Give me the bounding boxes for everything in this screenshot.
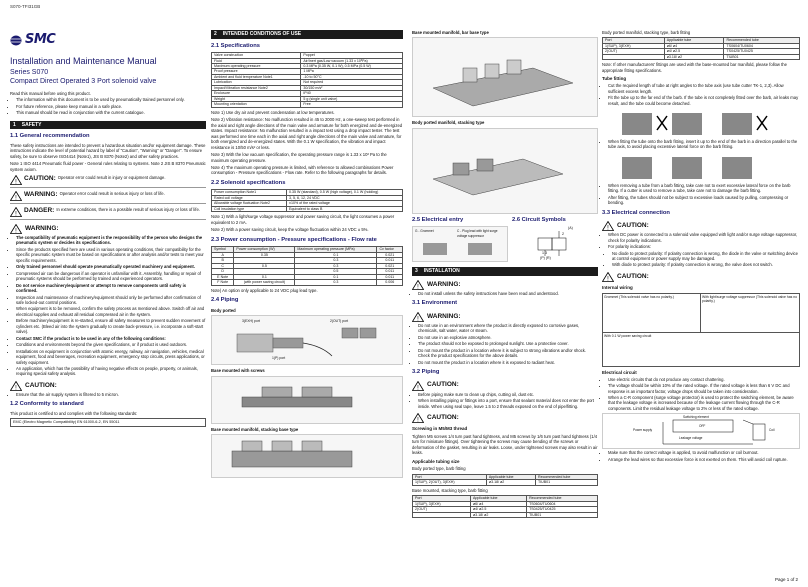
table-cell: Equivalent to class B [286,206,402,211]
table-cell: Free [301,102,403,107]
svg-text:!: ! [417,385,419,391]
caution-icon [602,221,614,231]
table-cell: Rated coil voltage [212,195,287,200]
conformity-standard: EMC (Electro Magnetic Compatibility) EN 61000-6-2, EN 55011 [10,418,206,427]
tube-fit-figure [602,108,800,138]
solenoid-note: Note 2) With a power saving circuit, keep the voltage fluctuation within 24 VDC ± 5%. [211,227,369,233]
table-cell: 0.3 [295,280,377,285]
table-cell: 0.35 W (standard), 0.5 W (high voltage), 0.1 W (holding) [286,190,402,195]
stacking-manifold-icon [413,129,599,215]
list-item: • No diode to protect polarity: If polarity connection is wrong, the diode in the valve or switching device at control equipment or power supply may be damaged. [612,251,800,262]
leakage-circuit-figure: Switching element OFF Power supply Leakage voltage Coil [602,413,800,449]
circuit-symbol-icon [512,226,598,262]
section-2-1-title: 2.1 Specifications [211,42,260,49]
list-item: • Cut the required length of tube at right angles to the tube axis (use tube cutter TK-1, 2,3). Allow sufficient excess length. [608,83,800,94]
column-1 [10,20,206,427]
section-1-2-title: 1.2 Conformity to standard [10,401,84,408]
danger-level-row: ! DANGER: In extreme conditions, there is a possible result of serious injury or loss of life. [10,207,206,220]
table-cell: ±10% of the rated voltage [286,201,402,206]
caution-heading: ! CAUTION: [412,413,598,423]
table-cell: D [212,269,234,274]
table-cell: Weight [212,96,301,101]
warning-heading: ! WARNING: [10,224,206,234]
globe-logo-icon [10,35,22,46]
table-cell: Air/Inert gas/Low vacuum (1.33 x 10³Pa) [301,58,403,63]
table-cell: 0.5 [295,269,377,274]
section-3-1-title: 3.1 Environment [412,300,458,307]
section-2-4-title: 2.4 Piping [211,297,239,304]
electrical-circuit-title: Electrical circuit [602,369,637,375]
table-cell: 0.3 MPa (0.35 W, 0.1 W), 0.5 MPa (0.5 W) [301,64,403,69]
table-cell: 0.3 [295,258,377,263]
solenoid-note: Note 1) With a light/surge voltage suppressor and power saving circuit, the light consumes a power equivalent to 2 mA. [211,214,395,225]
table-cell: Fluid [212,58,301,63]
section-2-bar: 2 INTENDED CONDITIONS OF USE [211,30,403,39]
product-subtitle: Compact Direct Operated 3 Port solenoid valve [10,77,157,85]
manifold-tubing-table: Port Applicable tube Recommended tube 1(SUP), 3(EXH) ø6/ ø4 TS0604/TU0604 2(OUT) ø4/ ø2.5 TS0425/TU0425 ø3.18/ ø2 TIUB01 [602,37,800,60]
warning-icon [412,280,424,290]
list-item: • Fit the tube up to the far end of the barb. If the tube is not completely fitted over the barb, air leaks may result, and the tube could become detached. [608,95,800,106]
wiring-light: With light/surge voltage suppressor (This solenoid valve has no polarity.) [702,294,797,304]
table-cell: 0.011 [377,258,403,263]
section-2-2-title: 2.2 Solenoid specifications [211,179,286,186]
internal-wiring-title: Internal wiring [602,284,633,290]
caution-heading: ! CAUTION: [602,272,800,282]
list-item: • For future reference, please keep manual in a safe place. [16,104,206,109]
screw-title: Screwing in M5/M3 thread [412,425,468,431]
section-3-3-title: 3.3 Electrical connection [602,209,670,216]
list-item: • The product should not be exposed to prolonged sunlight. Use a protective cover. [418,341,598,346]
solenoid-row [212,206,403,211]
spec-note: Note 1) Use dry air and prevent condensation at low temperatures. [211,109,335,115]
bar-base-manifold-figure [412,37,598,117]
list-item: • When a C-R component (surge voltage protector) is used to protect the switching element, be aware that the leakage voltage is increased because of the leakage current flowing through the C-R components. Limit the residual leakage voltage to 2% or less of the rated voltage. [608,395,800,411]
table-cell: 1 MPa [301,69,403,74]
svg-text:!: ! [417,284,419,290]
figure-caption: Body ported [211,307,236,313]
list-item: • Make sure that the correct voltage is applied, to avoid malfunction or coil burnout. [608,450,800,455]
list-item: • After fitting, the tubes should not be subject to excessive loads caused by pulling, compressing or bending. [608,195,800,206]
table-cell: 0.1 [295,274,377,279]
warning-icon [10,224,22,234]
table-cell: Valve construction [212,53,301,58]
wiring-grommet: Grommet (This solenoid valve has no polarity.) [603,294,701,332]
table-cell: Lubrication [212,80,301,85]
specifications-table [211,52,403,108]
table-cell: 0.1 [295,252,377,257]
list-item: • Conditions and environments beyond the given specifications, or if product is used outdoors. [16,342,206,347]
spec-note: Note 2) Vibration resistance: No malfunction resulted in 45 to 2000 Hz, a one-sweep test performed in the axial and right angle directions of the main valve and armature for both energized and de-energized states. Impact resistance: No malfunction resulted in a impact test using a drop impact tester. The test was performed one time each in the axial and right angle directions of the main valve and armature, for both energized and de-energized states. With the 0.1 W specification, the vibration and impact resistance is 10/50 m/s² or less. [211,117,403,150]
warning-heading: ! WARNING: [412,280,598,290]
section-1-1-body: These safety instructions are intended to prevent a hazardous situation and/or equipment damage. These instructions indicate the level of potential hazard by label of "Caution", "Warning" or "Danger". To ensure safety, be sure to observe ISO4414 (Note1), JIS B 8370 (Note2) and other safety practices. [10,142,206,159]
body-ported-figure: 3(EXH) port 2(OUT) port 1(P) port [211,315,403,365]
section-2-3-title: 2.3 Power consumption - Pressure specifications - Flow rate [211,236,377,243]
base-drawing-icon [212,377,402,425]
section-2-5-title: 2.5 Electrical entry [412,216,464,223]
fitting-note: Note: If other manufacturers' fittings are used with the base-mounted bar manifold, please follow the appropriate fitting specifications. [602,62,787,73]
table-cell: 0.3 [295,263,377,268]
column-2 [211,30,403,478]
list-item: • Inspection and maintenance of machinery/equipment should only be performed after confirmation of safe locked-out control positions. [16,295,206,306]
warning-icon [412,312,424,322]
tube-fitting-title: Tube fitting [602,76,627,82]
caution-heading: ! CAUTION: [602,221,800,231]
list-item: • Since the products specified here are used in various operating conditions, their compatibility for the specific pneumatic system must be based on specifications or after analysis and/or tests to meet your specific requirements. [16,247,206,263]
table-cell: C [212,263,234,268]
svg-text:!: ! [15,195,17,201]
tubing-sub: Body ported type, barb fitting [412,466,466,472]
section-3-2-title: 3.2 Piping [412,369,440,376]
power-row [212,280,403,285]
list-item: • When fitting the tube onto the barb fitting, insert it up to the end of the barb in a direction parallel to the tube axis, to avoid placing excessive lateral force on the barb fitting. [608,139,800,150]
wiring-power-saving: With 0.1 W power saving circuit [602,333,800,367]
stacking-drawing-icon [212,435,402,479]
manual-title: Installation and Maintenance Manual [10,56,157,66]
list-item: • This manual should be read in conjunction with the current catalogue. [16,110,206,115]
section-1-1-title: 1.1 General recommendation [10,133,90,140]
tube-remove-figure [602,152,800,182]
intro-text: Read this manual before using this product. [10,90,91,96]
spec-note: Note 4) The maximum operating pressure is limited, with reference to allowed combinations Power consumption - Pressure specifications - Flow rate. Refer to the following paragraphs for details. [211,164,394,176]
table-cell: Power consumption Note1 [212,190,287,195]
table-cell: 3, 5, 6, 12, 24 VDC [286,195,402,200]
brand-wordmark: SMC [25,31,56,47]
series-title: Series S070 [10,68,49,76]
intro-list [16,97,206,115]
danger-icon [10,207,22,217]
tubing-title: Applicable tubing size [412,458,460,464]
list-item: • Do not service machinery/equipment or attempt to remove components until safety is confirmed. [16,283,206,294]
list-item: • Only trained personnel should operate pneumatically operated machinery and equipment. [16,264,206,269]
svg-text:!: ! [607,276,609,282]
table-cell: A [212,252,234,257]
page-number: Page 1 of 2 [774,577,798,583]
section-1-bar: 1 SAFETY [10,121,206,130]
solenoid-table [211,189,403,212]
list-item: • When removing a tube from a barb fitting, take care not to exert excessive lateral force on the barb fitting. If a cutter is used to remove a tube, take care not to damage the barb fitting. [608,183,800,194]
table-cell: Maximum operating pressure [212,64,301,69]
table-cell: 0.011 [377,269,403,274]
warning-heading: ! WARNING: [412,312,598,322]
list-item: • With diode to protect polarity: If polarity connection is wrong, the valve does not switch. [612,262,800,267]
table-cell: 0.35 [234,252,295,257]
piping-list [418,392,598,409]
list-item: • When equipment is to be removed, confirm the safety process as mentioned above. Switch off air and electrical supplies and exhaust all residual compressed air in the system. [16,306,206,317]
list-item: • Before machinery/equipment is re-started, ensure all safety measures to prevent sudden movement of cylinders etc. (Bleed air into the system gradually to create back-pressure, i.e. incorporate a soft-start valve). [16,318,206,334]
caution-level-row: ! CAUTION: Operator error could result in injury or equipment damage. [10,175,206,188]
caution-icon [10,381,22,391]
screw-text: Tighten M5 screws 1/4 turn past hand tightness, and M5 screws by 1/6 turn past hand tightness (1/4 turn for miniature fittings). Over tightening the screws may cause bending of the screws or deformation of the gasket, resulting in air leaks. Loose, under tightened screws may also result in air leaks. [412,433,598,456]
tube-fit-icon [602,108,800,138]
table-cell: Impact/Vibration resistance Note2 [212,85,301,90]
list-item: • Compressed air can be dangerous if an operator is unfamiliar with it. Assembly, handling or repair of pneumatic systems should be performed by trained and experienced operators. [16,271,206,282]
section-2-6-title: 2.6 Circuit Symbols [512,216,566,223]
list-item: • Before piping make sure to clean up chips, cutting oil, dust etc. [418,392,598,397]
power-pressure-table: Symbol Power consumption (W) Maximum operating pressure (MPa) Cv factor A 0.35 0.1 0.021 B 0.3 0.011 C 0.5 0.3 0.021 D 0.5 0.011 E Note 0.1 0.1 0.011 F Note (with power saving circuit) 0.3 0.006 [211,246,403,285]
table-cell: Enclosure [212,91,301,96]
caution-icon [602,272,614,282]
table-cell: E Note [212,274,234,279]
wiring-diagram [602,293,800,333]
table-cell: 0.021 [377,252,403,257]
warning-icon [10,191,22,201]
list-item: • For polarity indications: [608,244,800,249]
caution-icon [412,381,424,391]
list-item: • Do not install unless the safety instructions have been read and understood. [418,291,598,296]
svg-text:!: ! [15,179,17,185]
tubing2-table: Port Applicable tube Recommended tube 1(SUP), 3(EXH) ø6/ ø4 TS0604/TU0604 2(OUT) ø4/ ø2.5 TS0425/TU0425 ø3.18/ ø2 TIUB01 [412,495,598,518]
table-cell: 0.021 [377,263,403,268]
svg-text:!: ! [15,211,17,217]
warning-list [16,235,206,377]
list-item: • An application, which has the possibility of having negative effects on people, property, or animals, requiring special safety analysis. [16,366,206,377]
base-mounted-figure [211,376,403,424]
solenoid-row [212,190,403,195]
spec-note: Note 3) With the low vacuum specification, the operating pressure range is 1.33 x 10³ Pa to the maximum operating pressure. [211,152,387,163]
list-item: • The information within this document is to be used by pneumatically trained personnel only. [16,97,206,102]
column-4 [602,30,800,462]
table-cell: 5 g (single unit valve) [301,96,403,101]
table-cell: B [212,258,234,263]
column-3 [412,30,598,518]
table-cell: Poppet [301,53,403,58]
list-item: • Do not mount the product in a location where it is exposed to radiant heat. [418,360,598,365]
table-cell: 30/150 m/s² [301,85,403,90]
table-cell: Coil insulation type [212,206,287,211]
environment-list [418,323,598,365]
spec-row [212,102,403,107]
table-cell: 0.1 [234,274,295,279]
table-cell: Mounting orientation [212,102,301,107]
figure-caption: Body ported manifold, stacking type [412,120,485,126]
table-cell: 0.5 [234,263,295,268]
svg-text:!: ! [417,316,419,322]
table-cell: -10 to 50°C [301,74,403,79]
caution-icon [412,413,424,423]
section-3-bar: 3 INSTALLATION [412,267,598,276]
section-1-2-body: This product is certified to and complies with the following standards: [10,410,138,416]
table-cell: Proof pressure [212,69,301,74]
smc-logo [10,31,206,47]
list-item: • Do not use in an environment where the product is directly exposed to corrosive gases, chemicals, salt water, water or steam. [418,323,598,334]
svg-text:!: ! [15,228,17,234]
table-cell: 0.006 [377,280,403,285]
svg-text:!: ! [15,385,17,391]
list-item: • The voltage should be within 10% of the rated voltage. If the rated voltage is less than 6 V DC and response is an important factor, voltage drops should be taken into consideration. [608,383,800,394]
document-number: S070-TFI31GB [10,4,41,9]
tube-remove-icon [602,152,800,182]
table-cell: IP40 [301,91,403,96]
svg-text:!: ! [417,417,419,423]
list-item: • When installing piping or fittings into a port, ensure that sealant material does not enter the port inside. When using seal tape, leave 1.5 to 2 threads exposed on the end of pipe/fitting. [418,398,598,409]
valve-drawing-icon [212,316,402,366]
list-item: • The compatibility of pneumatic equipment is the responsibility of the person who designs the pneumatic system or decides its specifications. [16,235,206,246]
figure-caption: Base mounted with screws [211,368,265,374]
table-cell: Not required [301,80,403,85]
caution-icon [10,175,22,185]
list-item: • Do not use in an explosive atmosphere. [418,335,598,340]
tubing2-sub: Base mounted, stacking type, barb fitting [412,487,488,493]
svg-text:!: ! [607,225,609,232]
caution-heading: ! CAUTION: [10,381,206,391]
manifold-drawing-icon [413,38,599,118]
list-item: • Do not mount the product in a location where it is subject to strong vibrations and/or shock. Check the product specifications for the above details. [418,348,598,359]
circuit-symbol-figure: (A) 2 1 3 (P) (R) [512,226,598,262]
list-item: • Installations on equipment in conjunction with atomic energy, railway, air navigation, vehicles, medical equipment, food and beverages, recreation equipment, emergency stop circuits, press applications, or safety equipment. [16,349,206,365]
table-cell: (with power saving circuit) [234,280,295,285]
tubing-table: Port Applicable tube Recommended tube 1(SUP), 2(OUT), 3(EXH) ø3.18/ ø2 TIUB01 [412,474,598,486]
figure-caption: Base mounted manifold, stacking base type [211,426,299,432]
table-cell: Allowable voltage fluctuation Note2 [212,201,287,206]
stacking-manifold-figure [412,128,598,214]
list-item: • Arrange the lead wires so that excessive force is not exerted on them. This will avoid coil rupture. [608,457,800,462]
table-cell: Ambient and fluid temperature Note1 [212,74,301,79]
list-item: • Use electric circuits that do not produce any contact chattering. [608,377,800,382]
power-note: Note) An option only applicable to 24 VDC plug lead type. [211,287,318,293]
stacking-base-figure [211,434,403,478]
electrical-entry-figure: G - Grommet C - Plug lead with light surge voltage suppressor [412,226,508,262]
top-sub: Body ported manifold, stacking type, barb fitting [602,30,691,35]
list-item: • Contact SMC if the product is to be used in any of the following conditions: [16,336,206,341]
caution-heading: ! CAUTION: [412,381,598,391]
table-cell: F Note [212,280,234,285]
warning-level-row: ! WARNING: Operator error could result in serious injury or loss of life. [10,191,206,204]
section-1-1-notes: Note 1 ISO 4414 Pneumatic fluid power - General rules relating to systems. Note 2 JIS B 8370 Pneumatic system axiom. [10,161,206,172]
figure-caption: Base mounted manifold, bar base type [412,30,489,35]
table-cell: 0.011 [377,274,403,279]
list-item: • When DC power is connected to a solenoid valve equipped with light and/or surge voltage suppressor, check for polarity indications. [608,232,800,243]
list-item: • Ensure that the air supply system is filtered to 5 micron. [16,392,206,397]
